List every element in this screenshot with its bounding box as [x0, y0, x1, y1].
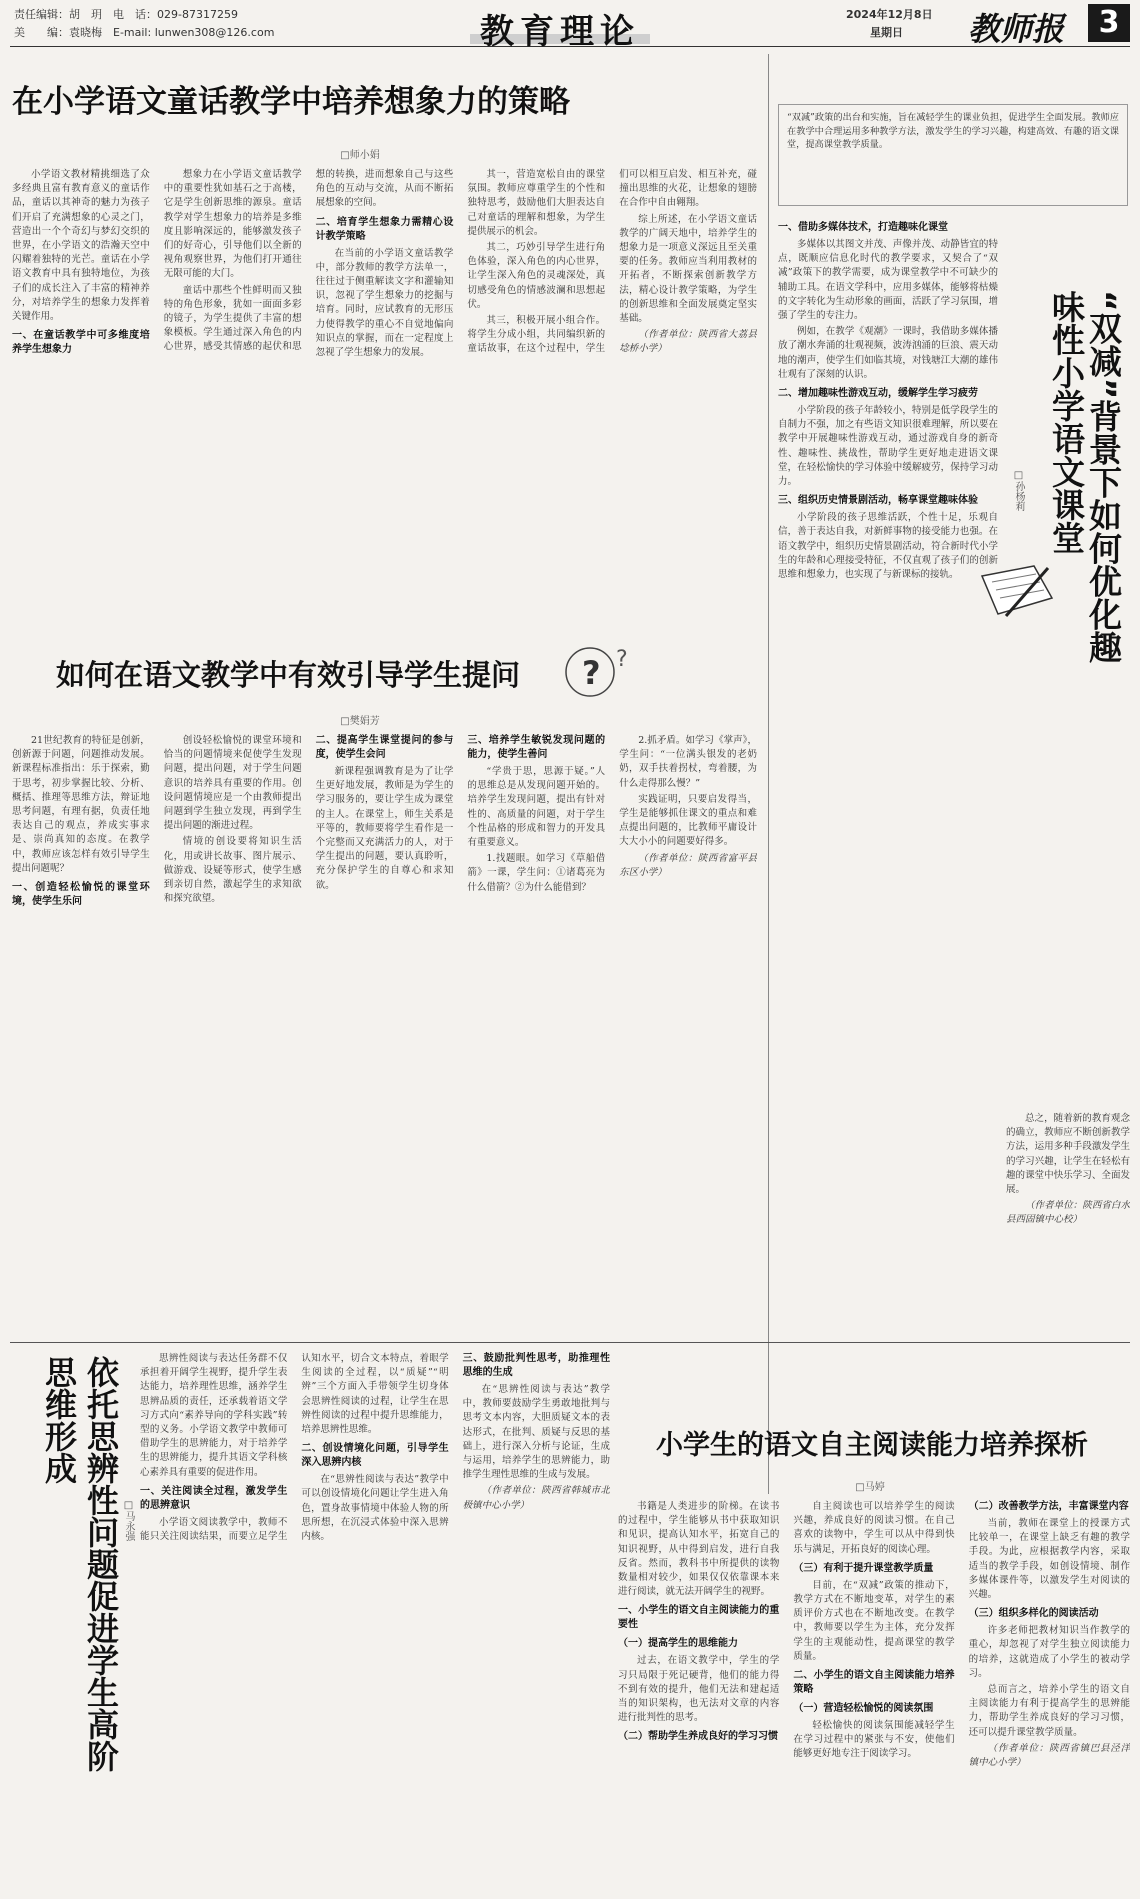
- svg-text:?: ?: [616, 647, 628, 672]
- article5-para: 书籍是人类进步的阶梯。在读书的过程中，学生能够从书中获取知识和见识，提高认知水平，拓宽自己的知识视野，从中得到启发，进行自我反省。然而，教科书中所提供的读物数量相对较少，如果仅仅依靠课本来进行阅读，就无法开阔学生的视野。: [618, 1501, 780, 1598]
- article5-heading: 二、小学生的语文自主阅读能力培养策略: [793, 1670, 955, 1696]
- article3-author-unit: （作者单位：陕西省富平县东区小学）: [619, 852, 757, 878]
- svg-text:?: ?: [582, 654, 601, 692]
- article2-para: 小学阶段的孩子年龄较小，特别是低学段学生的自制力不强，加之有些语文知识很难理解，所以要在教学中开展趣味性游戏互动，通过游戏自身的新奇性、趣味性、挑战性，帮助学生更好地走进语文课堂，在轻松愉快的学习体验中缓解疲劳，保持学习动力。: [778, 405, 998, 488]
- article2-para: 例如，在教学《观潮》一课时，我借助多媒体播放了潮水奔涌的壮观视频，波涛汹涌的巨浪、震天动地的潮声，使学生们如临其境，对钱塘江大潮的雄伟壮观有了深刻的认识。: [778, 326, 998, 380]
- article2-para: 小学阶段的孩子思维活跃，个性十足，乐观自信，善于表达自我，对新鲜事物的接受能力也强。在语文教学中，组织历史情景剧活动，符合新时代小学生的年龄和心理接受特征，不仅直观了孩子们的创新思维和想象力，也实现了与新课标的接轨。: [778, 512, 998, 581]
- paper-name-logo: 教师报: [968, 10, 1065, 48]
- article1-author-unit: （作者单位：陕西省大荔县埝桥小学）: [619, 329, 757, 355]
- article3-author: □樊娟芳: [340, 716, 380, 727]
- article1-heading: 一、在童话教学中可多维度培养学生想象力: [12, 330, 150, 356]
- article5-heading: 一、小学生的语文自主阅读能力的重要性: [618, 1605, 780, 1631]
- article2-heading: 一、借助多媒体技术，打造趣味化课堂: [778, 222, 948, 233]
- article3-heading: 一、创造轻松愉悦的课堂环境，使学生乐问: [12, 882, 150, 908]
- page-number: 3: [1088, 4, 1130, 42]
- article3-body: [12, 734, 757, 1332]
- article1-para: 其三，积极开展小组合作。将学生分成小组，共同编织新的童话故事，在这个过程中，学生们可以相互启发、相互补充，碰撞出思维的火花，让想象的翅膀在合作中自由翱翔。: [467, 169, 757, 355]
- article2-intro-box: [778, 104, 1128, 206]
- article2-intro: “双减”政策的出台和实施，旨在减轻学生的课业负担，促进学生全面发展。教师应在教学中合理运用多种教学方法，激发学生的学习兴趣，构建高效、有趣的语文课堂，提高课堂教学质量。: [787, 112, 1119, 150]
- article4-heading: 三、鼓励批判性思考，助推理性思维的生成: [462, 1353, 610, 1378]
- article2-heading: 三、组织历史情景剧活动，畅享课堂趣味体验: [778, 495, 978, 507]
- article4-author-unit: （作者单位：陕西省韩城市北极镇中心小学）: [462, 1485, 610, 1511]
- article3-para: 1.找题眼。如学习《草船借箭》一课，学生问：①诸葛亮为什么借箭？②为什么能借到？: [467, 853, 606, 893]
- article1-para: 小学语文教材精挑细选了众多经典且富有教育意义的童话作品，童话以其神奇的魅力为孩子们开启了充满想象的心灵之门，营造出一个个奇幻与梦幻交织的世界，在小学语文的浩瀚天空中闪耀着独特的光芒。童话在小学语文教育中具有独特地位，为孩子们的成长注入了丰富的精神养分，对培养学生的想象力发挥着关键作用。: [12, 169, 150, 323]
- article3-para: 新课程强调教育是为了让学生更好地发展，教师是为学生的学习服务的，要让学生成为课堂的主人。在课堂上，师生关系是平等的，教师要将学生看作是一个完整而又充满活力的人，对于学生提出的问题，要认真聆听，充分保护学生的自尊心和求知欲。: [315, 766, 454, 891]
- article1-title: 在小学语文童话教学中培养想象力的策略: [12, 84, 570, 120]
- article2-title: “双减”背景下如何优化趣味性小学语文课堂: [1047, 290, 1123, 664]
- section-title: 教育理论: [480, 12, 640, 52]
- article5-author: □马婷: [855, 1482, 885, 1493]
- article1-heading: 二、培育学生想象力需精心设计教学策略: [315, 216, 454, 242]
- article3-para: 21世纪教育的特征是创新，创新源于问题，问题推动发展。新课程标准指出：乐于探索，勤于思考，初步掌握比较、分析、概括、推理等思维方法，辩证地思考问题，有理有据，负责任地表达自己的观点，养成实事求是、崇尚真知的态度。在教学中，教师应该怎样有效引导学生提出问题呢？: [12, 735, 150, 874]
- article3-para: “学贵于思，思源于疑。”人的思维总是从发现问题开始的。培养学生发现问题，提出有针对性的、高质量的问题，对于学生个性品格的形成和智力的开发具有重要意义。: [467, 766, 606, 849]
- article5-para: 许多老师把教材知识当作教学的重心，却忽视了对学生独立阅读能力的培养，这就造成了小学生的被动学习。: [968, 1625, 1130, 1679]
- article5-subheading: （二）改善教学方法，丰富课堂内容: [968, 1501, 1129, 1512]
- article3-title: 如何在语文教学中有效引导学生提问: [56, 658, 521, 692]
- article2-body-col1: [778, 216, 998, 1280]
- article3-para: 实践证明，只要启发得当，学生是能够抓住课文的重点和难点提出问题的，比教师平庸设计大大小小的问题要好得多。: [619, 793, 757, 848]
- article1-para: 其二，巧妙引导学生进行角色体验，深入角色的内心世界，让学生深入角色的灵魂深处，真切感受角色的情感波澜和思想起伏。: [467, 242, 606, 310]
- article2-heading: 二、增加趣味性游戏互动，缓解学生学习疲劳: [778, 388, 978, 400]
- article1-body: [12, 168, 757, 640]
- article1-para: 想象力在小学语文童话教学中的重要性犹如基石之于高楼，它是学生创新思维的源泉。童话教学对学生想象力的培养是多维度且影响深远的，能够激发孩子们的好奇心，引导他们以全新的视角观察世界，为他们打开通往无限可能的大门。: [163, 169, 302, 280]
- article5-para: 过去，在语文教学中，学生的学习只局限于死记硬背，他们的能力得不到有效的提升，他们无法和建起适当的知识架构，也无法对文章的内容进行批判性的思考。: [618, 1655, 780, 1724]
- article5-para: 当前，教师在课堂上的授课方式比较单一，在课堂上缺乏有趣的教学手段。为此，应根据教学内容，采取适当的教学手段，如创设情境、制作多媒体课件等，以激发学生对阅读的兴趣。: [968, 1518, 1130, 1601]
- article3-heading: 二、提高学生课堂提问的参与度，使学生会问: [315, 735, 454, 760]
- article5-body: [618, 1500, 1130, 1890]
- article4-para: 小学语文阅读教学中，教师不能只关注阅读结果，而要立足学生认知水平，切合文本特点，着眼学生阅读的全过程，以“质疑”“明辨”三个方面入手带领学生切身体会思辨性阅读的过程，让学生在思辨性阅读的过程中提升思维能力，培养思辨性思维。: [140, 1353, 449, 1543]
- section-title-wrap: [470, 4, 650, 52]
- article4-para: 思辨性阅读与表达任务群不仅承担着开阔学生视野，提升学生表达能力，培养理性思维，涵养学生思辨品质的责任，还承载着语文学习方式向“素养导向的学科实践”转型的义务。小学语文教学中教师可借助学生的思辨能力，对于培养学生的思辨能力，提升其语文学科核心素养具有重要的促进作用。: [140, 1353, 288, 1478]
- article2-author-unit: （作者单位：陕西省白水县西固镇中心校）: [1006, 1200, 1130, 1226]
- article5-subheading: （一）营造轻松愉悦的阅读氛围: [793, 1703, 934, 1715]
- column-divider: [768, 54, 769, 1494]
- issue-weekday: 星期日: [870, 26, 903, 39]
- article5-subheading: （二）帮助学生养成良好的学习习惯: [618, 1731, 778, 1743]
- article1-author: □师小娟: [340, 150, 380, 161]
- art-editor-line: 美 编：袁晓梅 E-mail: lunwen308@126.com: [14, 26, 275, 39]
- article5-subheading: （三）有利于提升课堂教学质量: [793, 1562, 934, 1574]
- article1-para: 在当前的小学语文童话教学中，部分教师的教学方法单一，往往过于侧重解读文字和灌输知识，忽视了学生想象力的挖掘与培育。同时，应试教育的无形压力使得教学的重心不自觉地偏向知识点的掌握，而在一定程度上忽视了学生想象力的发展。: [315, 247, 454, 359]
- article5-title: 小学生的语文自主阅读能力培养探析: [656, 1430, 1088, 1461]
- article2-para: 总之，随着新的教育观念的确立，教师应不断创新教学方法，运用多种手段激发学生的学习兴趣，让学生在轻松有趣的课堂中快乐学习、全面发展。: [1006, 1113, 1130, 1196]
- article5-subheading: （三）组织多样化的阅读活动: [968, 1608, 1099, 1620]
- article2-para: 多媒体以其图文并茂、声像并茂、动静皆宜的特点，既顺应信息化时代的教学要求，又契合了“双减”政策下的教学需要，成为课堂教学中不可缺少的辅助工具。在语文学科中，应用多媒体，能够将枯燥的文字转化为生动形象的画面，活跃了学习氛围，增强了学生的专注力。: [778, 239, 998, 322]
- article5-para: 自主阅读也可以培养学生的阅读兴趣，养成良好的阅读习惯。在自己喜欢的读物中，学生可以从中得到快乐与满足，开拓良好的阅读心理。: [793, 1501, 955, 1555]
- article5-subheading: （一）提高学生的思维能力: [618, 1638, 738, 1650]
- article3-para: 情境的创设要将知识生活化，用或讲长故事、图片展示、做游戏、设疑等形式，使学生感到亲切自然，激起学生的求知欲和探究欲望。: [163, 836, 302, 905]
- article4-title: 依托思辨性问题促进学生高阶思维形成: [40, 1356, 120, 1772]
- article4-heading: 二、创设情境化问题，引导学生深入思辨内核: [301, 1443, 449, 1469]
- issue-date: 2024年12月8日: [846, 8, 933, 21]
- article1-para: 其一，营造宽松自由的课堂氛围。教师应尊重学生的个性和独特思考，鼓励他们大胆表达自己对童话的理解和想象，为学生提供展示的机会。: [467, 169, 606, 237]
- article5-para: 轻松愉快的阅读氛围能减轻学生在学习过程中的紧张与不安，使他们能够更好地专注于阅读学习。: [793, 1720, 955, 1760]
- article5-para: 目前，在“双减”政策的推动下，教学方式在不断地变革，对学生的素质评价方式也在不断地改变。在教学中，教师要以学生为主体，充分发挥学生的主观能动性，提高课堂的教学质量。: [793, 1579, 955, 1662]
- article2-author: □孙杨莉: [1013, 470, 1024, 511]
- article4-author: □马永强: [123, 1500, 134, 1541]
- article4-heading: 一、关注阅读全过程，激发学生的思辨意识: [140, 1485, 288, 1511]
- article3-heading: 三、培养学生敏锐发现问题的能力，使学生善问: [467, 735, 606, 760]
- editor-line: 责任编辑：胡 玥 电 话：029-87317259: [14, 8, 238, 21]
- article2-body-col2: [1006, 1112, 1130, 1302]
- article3-para: 创设轻松愉悦的课堂环境和恰当的问题情境来促使学生发现问题，提出问题，对于学生问题意识的培养具有重要的作用。创设问题情境应是一个由教师提出问题到学生独立发现，再到学生提出问题的渐进过程。: [163, 735, 302, 832]
- article3-para: 2.抓矛盾。如学习《掌声》，学生问：“一位满头银发的老奶奶，双手扶着拐杖，弯着腰，为什么走得那么慢？”: [619, 735, 757, 789]
- article4-para: 在“思辨性阅读与表达”教学中可以创设情境化问题让学生进入角色，置身故事情境中体验人物的所思所想，在沉浸式体验中深入思辨内核。: [301, 1474, 449, 1543]
- section-rule: [10, 1342, 1130, 1343]
- article5-para: 总而言之，培养小学生的语文自主阅读能力有利于提高学生的思辨能力，帮助学生养成良好的学习习惯，还可以提升课堂教学质量。: [968, 1684, 1130, 1738]
- article1-para: 童话中那些个性鲜明而又独特的角色形象，犹如一面面多彩的镜子，为学生提供了丰富的想象模板。学生通过深入角色的内心世界，感受其情感的起伏和思想的转换，进而想象自己与这些角色的互动与交流，从而不断拓展想象的空间。: [163, 169, 454, 353]
- article1-para: 综上所述，在小学语文童话教学的广阔天地中，培养学生的想象力是一项意义深远且至关重要的任务。教师应当利用教材的开拓者，不断探索创新教学方法，精心设计教学策略，为学生的创新思维和全面发展奠定坚实基础。: [619, 213, 757, 325]
- article5-author-unit: （作者单位：陕西省镇巴县泾洋镇中心小学）: [968, 1742, 1130, 1769]
- article4-para: 在“思辨性阅读与表达”教学中，教师要鼓励学生勇敢地批判与思考文本内容，大胆质疑文本的表达形式，在批判、质疑与反思的基础上，进行深入分析与论证，生成与运用，培养学生的思辨能力，助推学生理性思维的生成与发展。: [462, 1384, 610, 1481]
- article4-body: [140, 1352, 610, 1892]
